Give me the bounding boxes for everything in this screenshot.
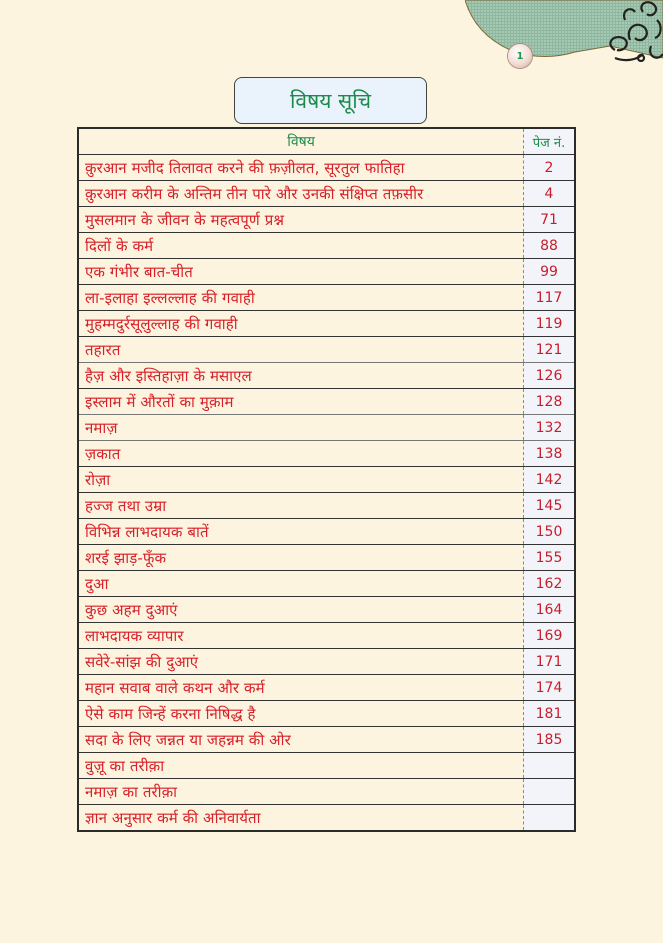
entry-page xyxy=(524,753,576,779)
entry-page: 4 xyxy=(524,181,576,207)
table-row[interactable] xyxy=(78,181,575,207)
header-topic: विषय xyxy=(78,128,524,155)
table-row[interactable] xyxy=(78,415,575,441)
entry-page xyxy=(524,779,576,805)
entry-topic: लाभदायक व्यापार xyxy=(78,623,524,649)
entry-page: 169 xyxy=(524,623,576,649)
table-row[interactable] xyxy=(78,519,575,545)
page-title-box xyxy=(234,77,427,124)
entry-topic: इस्लाम में औरतों का मुक़ाम xyxy=(78,389,524,415)
table-row[interactable] xyxy=(78,259,575,285)
table-row[interactable] xyxy=(78,753,575,779)
entry-topic: ला-इलाहा इल्लल्लाह की गवाही xyxy=(78,285,524,311)
corner-ornament xyxy=(465,0,663,62)
entry-page: 121 xyxy=(524,337,576,363)
table-row[interactable] xyxy=(78,571,575,597)
entry-page: 162 xyxy=(524,571,576,597)
entry-topic: सदा के लिए जन्नत या जहन्नम की ओर xyxy=(78,727,524,753)
entry-page: 164 xyxy=(524,597,576,623)
table-row[interactable] xyxy=(78,337,575,363)
table-row[interactable] xyxy=(78,467,575,493)
table-row[interactable] xyxy=(78,233,575,259)
entry-topic: शरई झाड़-फूँक xyxy=(78,545,524,571)
table-row[interactable] xyxy=(78,441,575,467)
entry-page: 185 xyxy=(524,727,576,753)
page-number-badge xyxy=(508,44,532,68)
entry-topic: विभिन्न लाभदायक बातें xyxy=(78,519,524,545)
entry-page xyxy=(524,805,576,832)
entry-page: 88 xyxy=(524,233,576,259)
table-row[interactable] xyxy=(78,623,575,649)
table-row[interactable] xyxy=(78,727,575,753)
table-row[interactable] xyxy=(78,311,575,337)
table-row[interactable] xyxy=(78,363,575,389)
entry-topic: रोज़ा xyxy=(78,467,524,493)
table-row[interactable] xyxy=(78,389,575,415)
entry-page: 181 xyxy=(524,701,576,727)
entry-topic: मुसलमान के जीवन के महत्वपूर्ण प्रश्न xyxy=(78,207,524,233)
entry-topic: क़ुरआन मजीद तिलावत करने की फ़ज़ीलत, सूरतुल फातिहा xyxy=(78,155,524,181)
entry-page: 2 xyxy=(524,155,576,181)
table-row[interactable] xyxy=(78,649,575,675)
entry-topic: महान सवाब वाले कथन और कर्म xyxy=(78,675,524,701)
entry-topic: हैज़ और इस्तिहाज़ा के मसाएल xyxy=(78,363,524,389)
entry-topic: ऐसे काम जिन्हें करना निषिद्ध है xyxy=(78,701,524,727)
table-row[interactable] xyxy=(78,155,575,181)
entry-page: 174 xyxy=(524,675,576,701)
entry-topic: ज़कात xyxy=(78,441,524,467)
table-row[interactable] xyxy=(78,779,575,805)
entry-topic: मुहम्मदुर्रसूलुल्लाह की गवाही xyxy=(78,311,524,337)
header-page-number: पेज नं. xyxy=(524,128,576,155)
entry-page: 171 xyxy=(524,649,576,675)
entry-topic: दिलों के कर्म xyxy=(78,233,524,259)
table-row[interactable] xyxy=(78,207,575,233)
entry-topic: ज्ञान अनुसार कर्म की अनिवार्यता xyxy=(78,805,524,832)
page-title: विषय सूचि xyxy=(289,88,372,113)
entry-topic: वुज़ू का तरीक़ा xyxy=(78,753,524,779)
entry-page: 117 xyxy=(524,285,576,311)
entry-topic: तहारत xyxy=(78,337,524,363)
entry-page: 126 xyxy=(524,363,576,389)
entry-page: 138 xyxy=(524,441,576,467)
table-row[interactable] xyxy=(78,675,575,701)
page-number: 1 xyxy=(516,50,524,62)
entry-topic: सवेरे-सांझ की दुआएं xyxy=(78,649,524,675)
table-row[interactable] xyxy=(78,805,575,832)
entry-page: 142 xyxy=(524,467,576,493)
entry-page: 99 xyxy=(524,259,576,285)
table-header-row xyxy=(78,128,575,155)
entry-topic: हज्ज तथा उम्रा xyxy=(78,493,524,519)
entry-page: 71 xyxy=(524,207,576,233)
table-row[interactable] xyxy=(78,545,575,571)
entry-page: 145 xyxy=(524,493,576,519)
entry-topic: दुआ xyxy=(78,571,524,597)
table-row[interactable] xyxy=(78,285,575,311)
entry-topic: एक गंभीर बात-चीत xyxy=(78,259,524,285)
entry-page: 155 xyxy=(524,545,576,571)
table-row[interactable] xyxy=(78,701,575,727)
entry-page: 150 xyxy=(524,519,576,545)
entry-topic: नमाज़ का तरीक़ा xyxy=(78,779,524,805)
table-row[interactable] xyxy=(78,597,575,623)
entry-topic: क़ुरआन करीम के अन्तिम तीन पारे और उनकी संक्षिप्त तफ़सीर xyxy=(78,181,524,207)
table-row[interactable] xyxy=(78,493,575,519)
entry-page: 119 xyxy=(524,311,576,337)
entry-page: 128 xyxy=(524,389,576,415)
table-of-contents xyxy=(77,127,576,832)
entry-topic: नमाज़ xyxy=(78,415,524,441)
entry-topic: कुछ अहम दुआएं xyxy=(78,597,524,623)
entry-page: 132 xyxy=(524,415,576,441)
